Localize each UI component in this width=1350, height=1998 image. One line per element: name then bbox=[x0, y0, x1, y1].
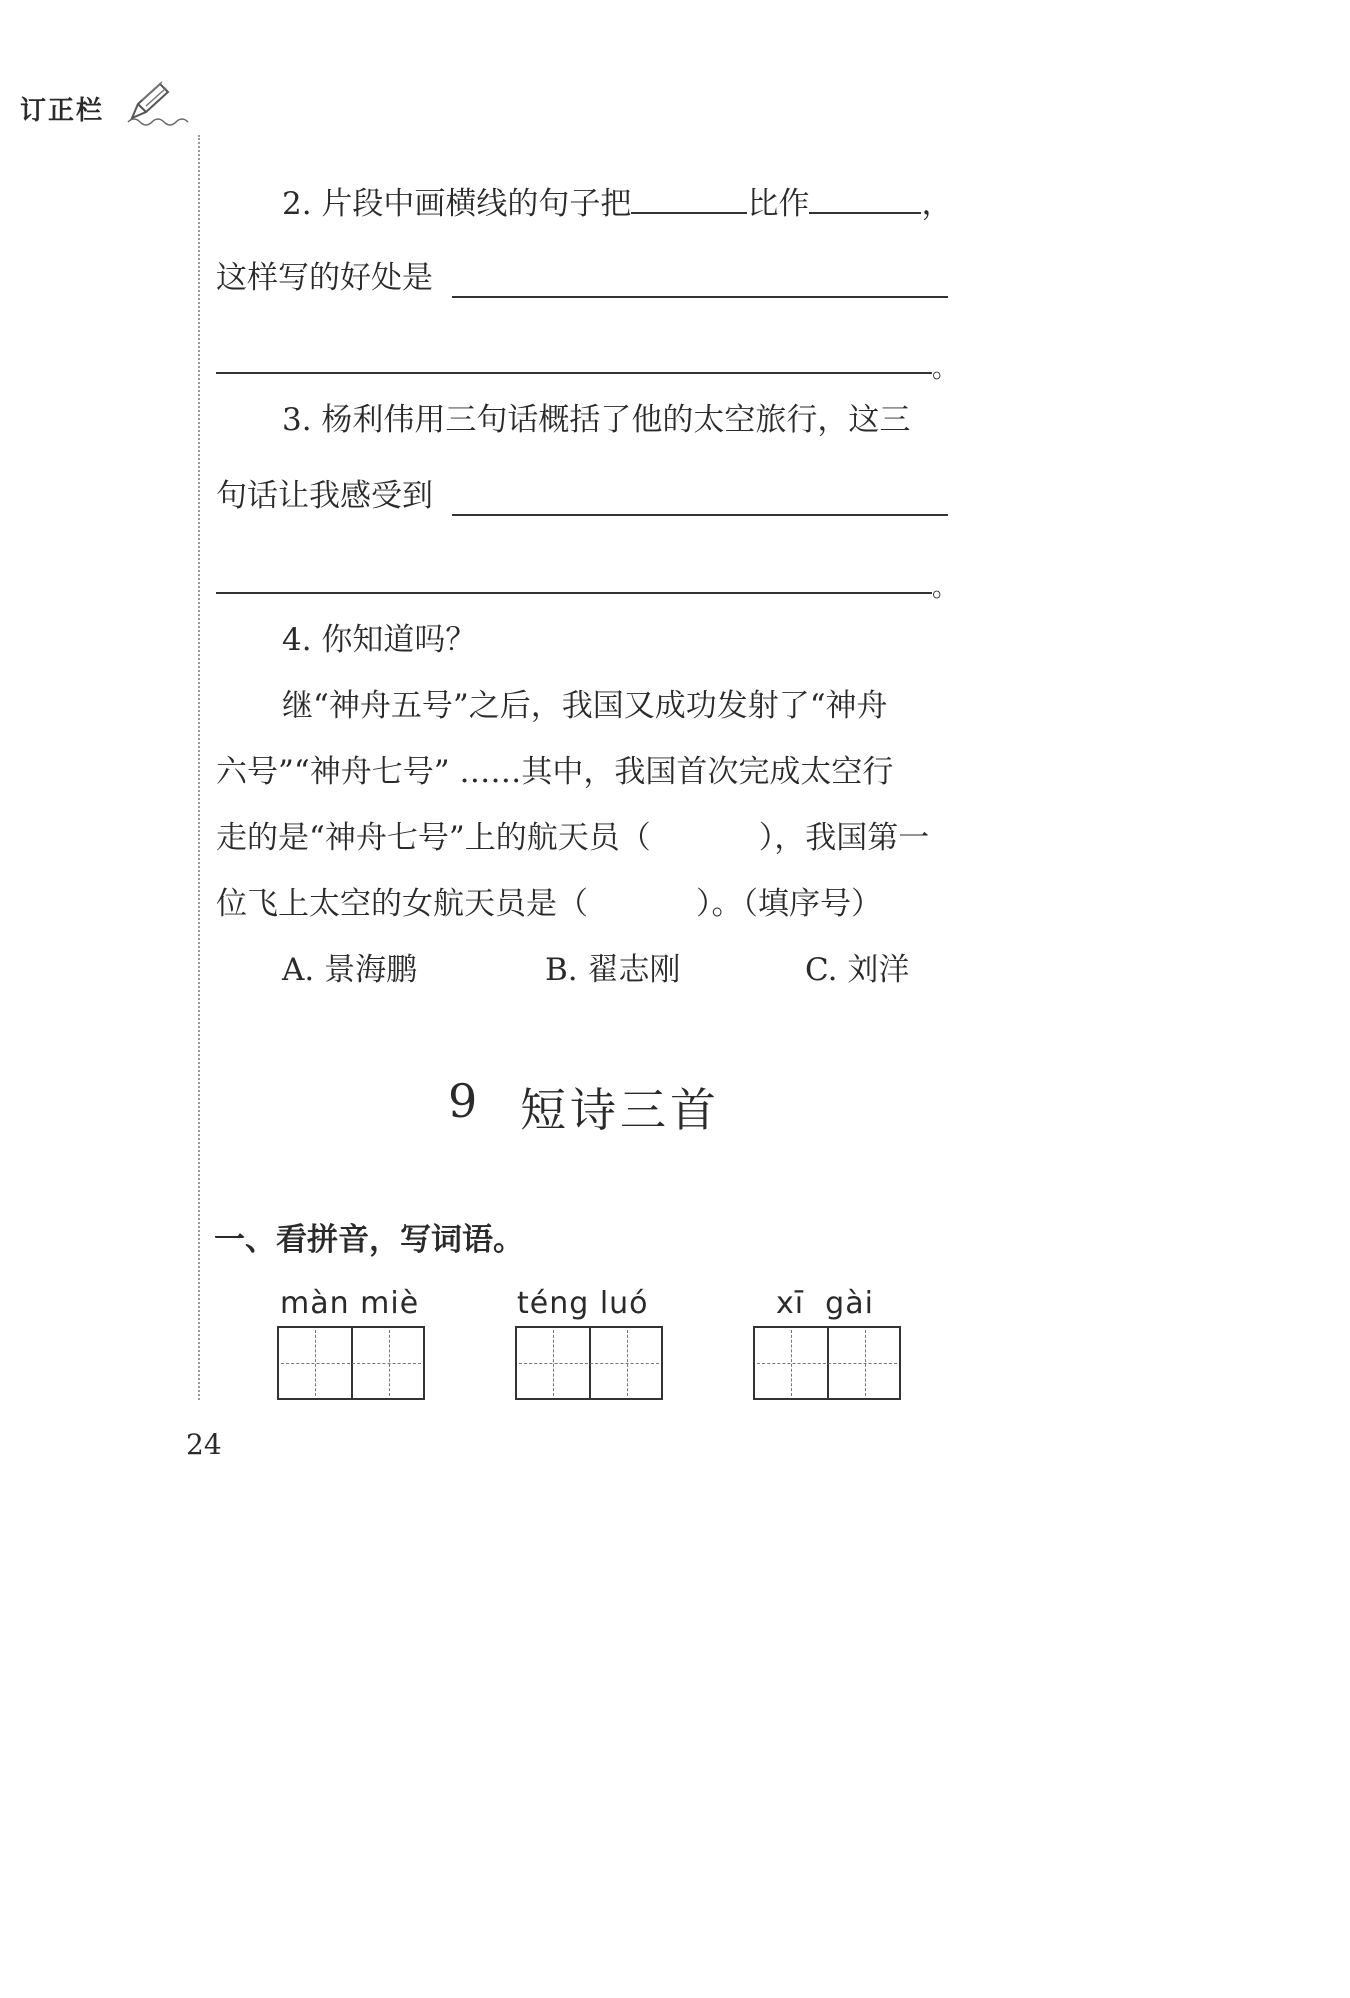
correction-label-text: 订正栏 bbox=[20, 96, 105, 126]
q2-prefix: 2. 片段中画横线的句子把 bbox=[282, 186, 632, 222]
q2-middle: 比作 bbox=[747, 186, 810, 222]
pinyin-label-2: téng luó bbox=[517, 1286, 649, 1321]
q4-p4-text-a: 位飞上太空的女航天员是（ bbox=[216, 886, 588, 922]
q4-option-a: A. 景海鹏 bbox=[282, 952, 418, 988]
q4-option-b: B. 翟志刚 bbox=[545, 952, 681, 988]
correction-column-label bbox=[20, 90, 104, 127]
grid-guide bbox=[757, 1363, 897, 1364]
q3-answer-line-1[interactable] bbox=[452, 514, 948, 516]
pinyin-label-3: xī gài bbox=[776, 1286, 874, 1321]
q2-line2-label: 这样写的好处是 bbox=[216, 260, 433, 296]
q4-paragraph-line2: 六号”“神舟七号” ……其中，我国首次完成太空行 bbox=[216, 754, 894, 790]
q3-line1: 3. 杨利伟用三句话概括了他的太空旅行，这三 bbox=[282, 402, 911, 438]
margin-dotted-line bbox=[198, 135, 200, 1400]
grid-guide bbox=[519, 1363, 659, 1364]
q4-paragraph-line4 bbox=[216, 884, 882, 924]
q3-line2-label: 句话让我感受到 bbox=[216, 478, 433, 514]
q4-paragraph-line1: 继“神舟五号”之后，我国又成功发射了“神舟 bbox=[282, 688, 888, 724]
q3-period: 。 bbox=[932, 573, 959, 603]
page-number: 24 bbox=[186, 1428, 222, 1461]
q4-p3-text-a: 走的是“神舟七号”上的航天员（ bbox=[216, 820, 651, 856]
q4-p4-text-b: ）。（填序号） bbox=[696, 886, 882, 922]
grid-guide bbox=[281, 1363, 421, 1364]
q3-answer-line-2[interactable] bbox=[216, 592, 932, 594]
q2-period: 。 bbox=[932, 354, 959, 384]
q4-paragraph-line3 bbox=[216, 818, 929, 858]
pinyin-label-1: màn miè bbox=[280, 1286, 420, 1321]
writing-grid-2[interactable] bbox=[515, 1326, 663, 1400]
lesson-number: 9 bbox=[448, 1074, 482, 1128]
q4-heading: 4. 你知道吗？ bbox=[282, 622, 477, 658]
q2-line1 bbox=[282, 182, 952, 224]
lesson-title: 短诗三首 bbox=[520, 1083, 720, 1137]
writing-grid-1[interactable] bbox=[277, 1326, 425, 1400]
q2-answer-line-2[interactable] bbox=[216, 372, 932, 374]
q4-p3-text-b: ），我国第一 bbox=[758, 820, 930, 856]
q2-blank-2[interactable] bbox=[809, 182, 921, 214]
q2-answer-line-1[interactable] bbox=[452, 296, 948, 298]
pencil-icon bbox=[126, 78, 198, 128]
q2-blank-1[interactable] bbox=[631, 182, 747, 214]
section-heading: 一、看拼音，写词语。 bbox=[214, 1222, 524, 1258]
q2-comma: ， bbox=[921, 186, 953, 222]
q4-option-c: C. 刘洋 bbox=[805, 952, 910, 988]
writing-grid-3[interactable] bbox=[753, 1326, 901, 1400]
